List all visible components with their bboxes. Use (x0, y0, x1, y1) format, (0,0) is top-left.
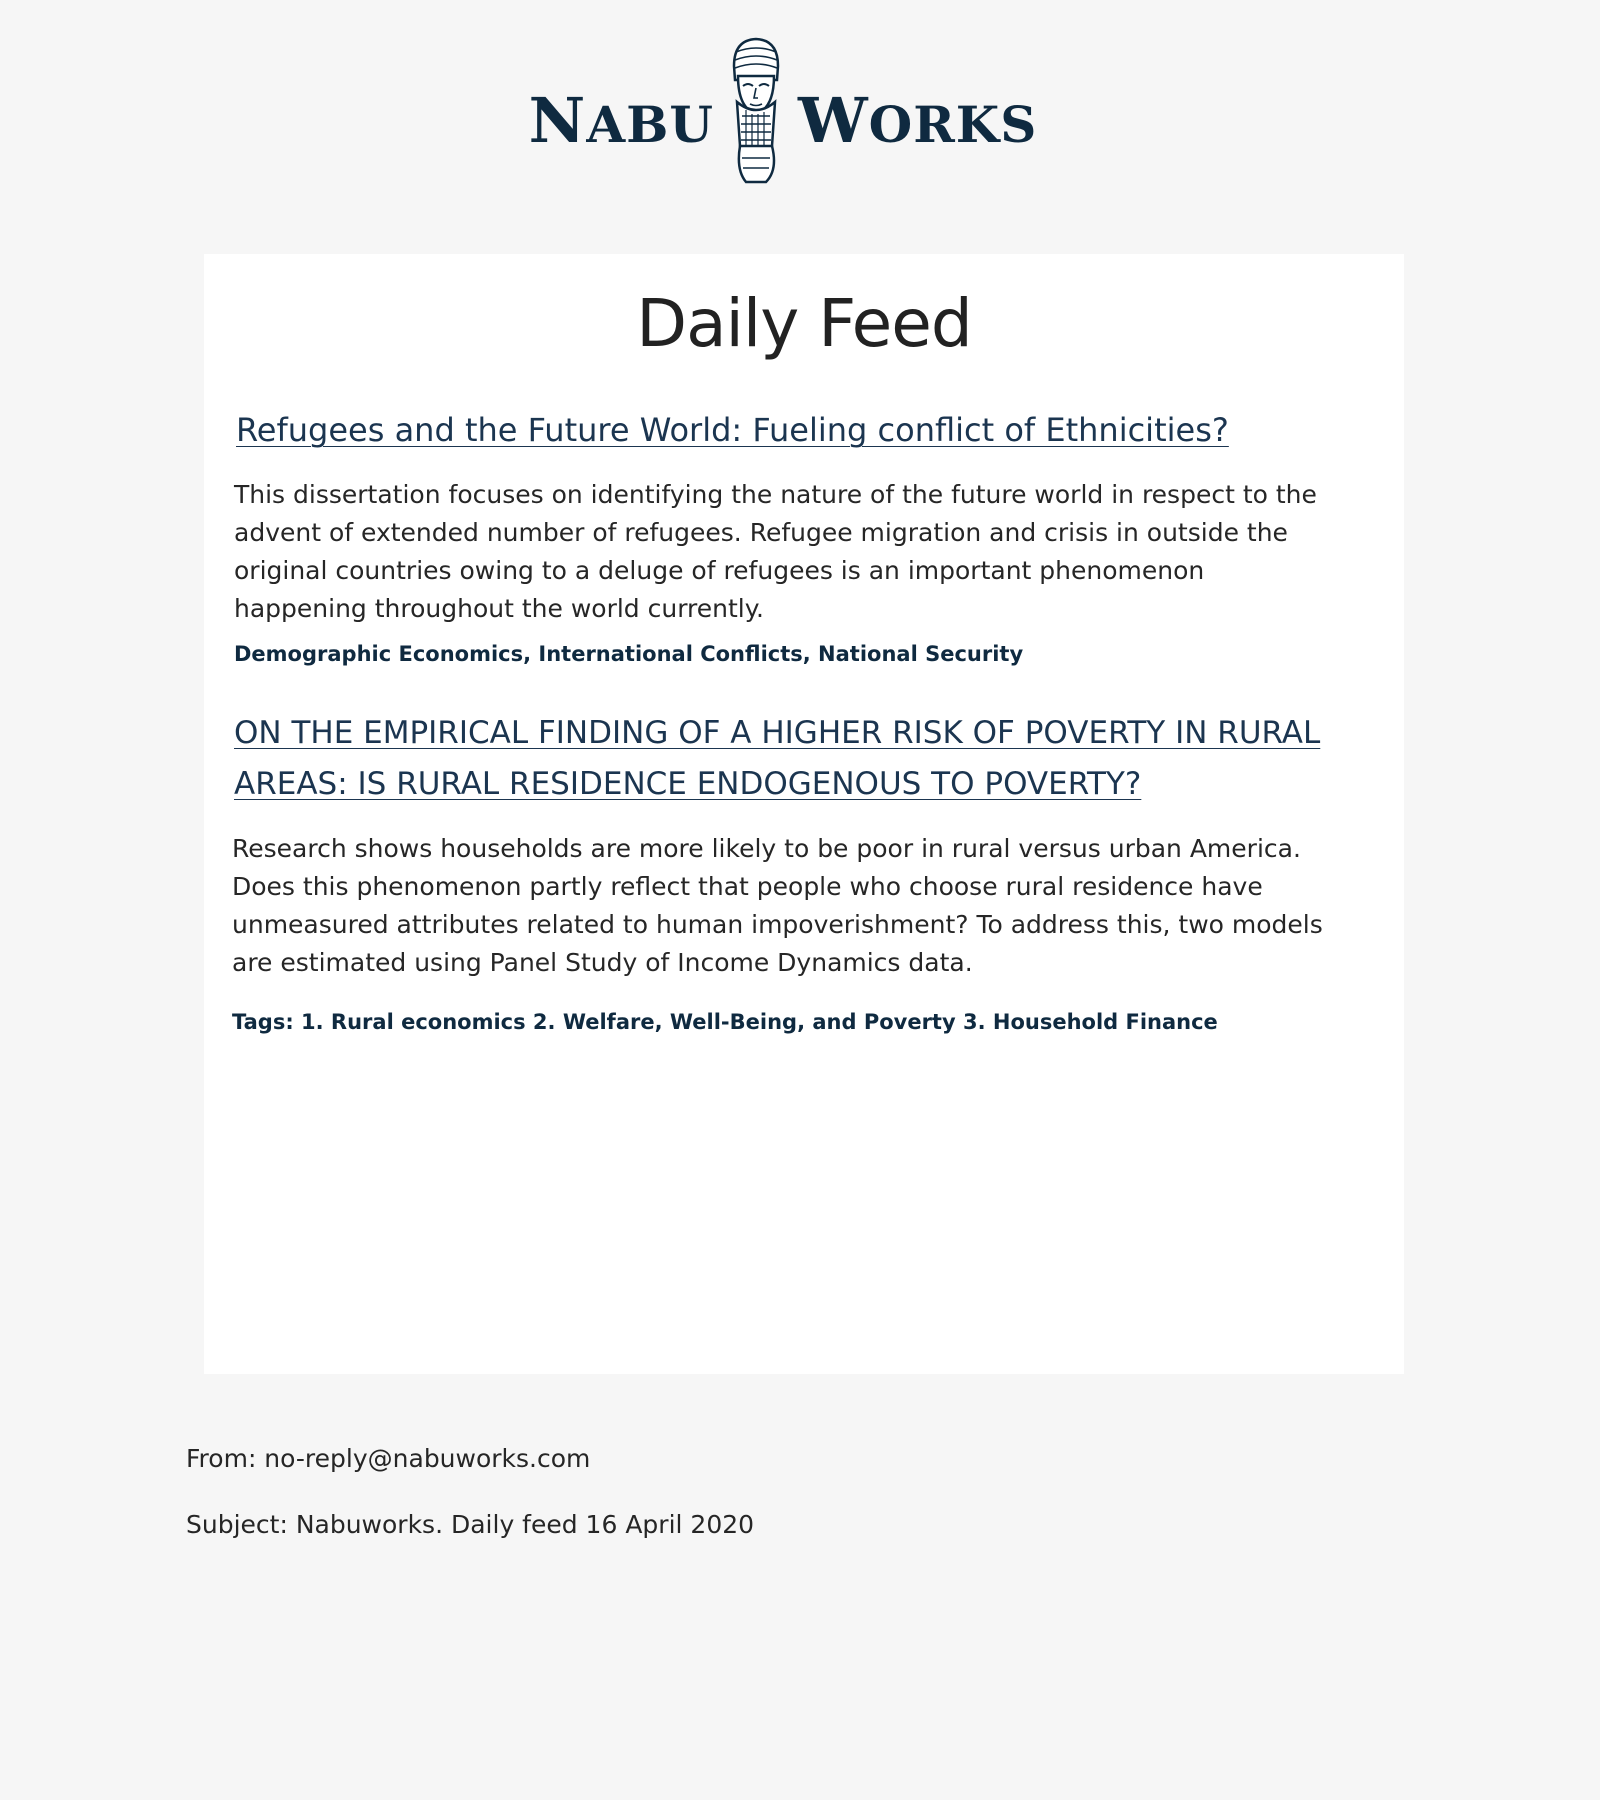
daily-feed-card (204, 254, 1404, 1374)
logo-text-left: NABU (528, 84, 714, 157)
logo-word-left (528, 84, 714, 157)
article-tags: Tags: 1. Rural economics 2. Welfare, Well-Being, and Poverty 3. Household Finance (232, 1010, 1218, 1034)
article-title-link[interactable]: Refugees and the Future World: Fueling conflict of Ethnicities? (236, 411, 1229, 449)
email-subject: Subject: Nabuworks. Daily feed 16 April 2020 (186, 1510, 755, 1539)
logo-text-right: WORKS (798, 84, 1038, 157)
article-title-link[interactable]: ON THE EMPIRICAL FINDING OF A HIGHER RISK OF POVERTY IN RURAL AREAS: IS RURAL RESIDENCE ENDOGENOUS TO POVERTY? (234, 715, 1321, 802)
logo-word-right (798, 84, 1038, 157)
statue-bust-icon (722, 36, 790, 186)
article-summary: Research shows households are more likely to be poor in rural versus urban America. Does this phenomenon partly reflect that people who choose rural residence have unmeasured attributes related to human impoverishment? To address this, two models are estimated using Panel Study of Income Dynamics data. (232, 834, 1323, 977)
nabuworks-logo (0, 36, 1600, 186)
article-tags: Demographic Economics, International Conflicts, National Security (234, 642, 1024, 666)
article-summary: This dissertation focuses on identifying the nature of the future world in respect to the advent of extended number of refugees. Refugee migration and crisis in outside the original countries owing to a deluge of refugees is an important phenomenon happening throughout the world currently. (234, 480, 1317, 623)
page-title: Daily Feed (636, 285, 972, 362)
email-from: From: no-reply@nabuworks.com (186, 1444, 591, 1473)
